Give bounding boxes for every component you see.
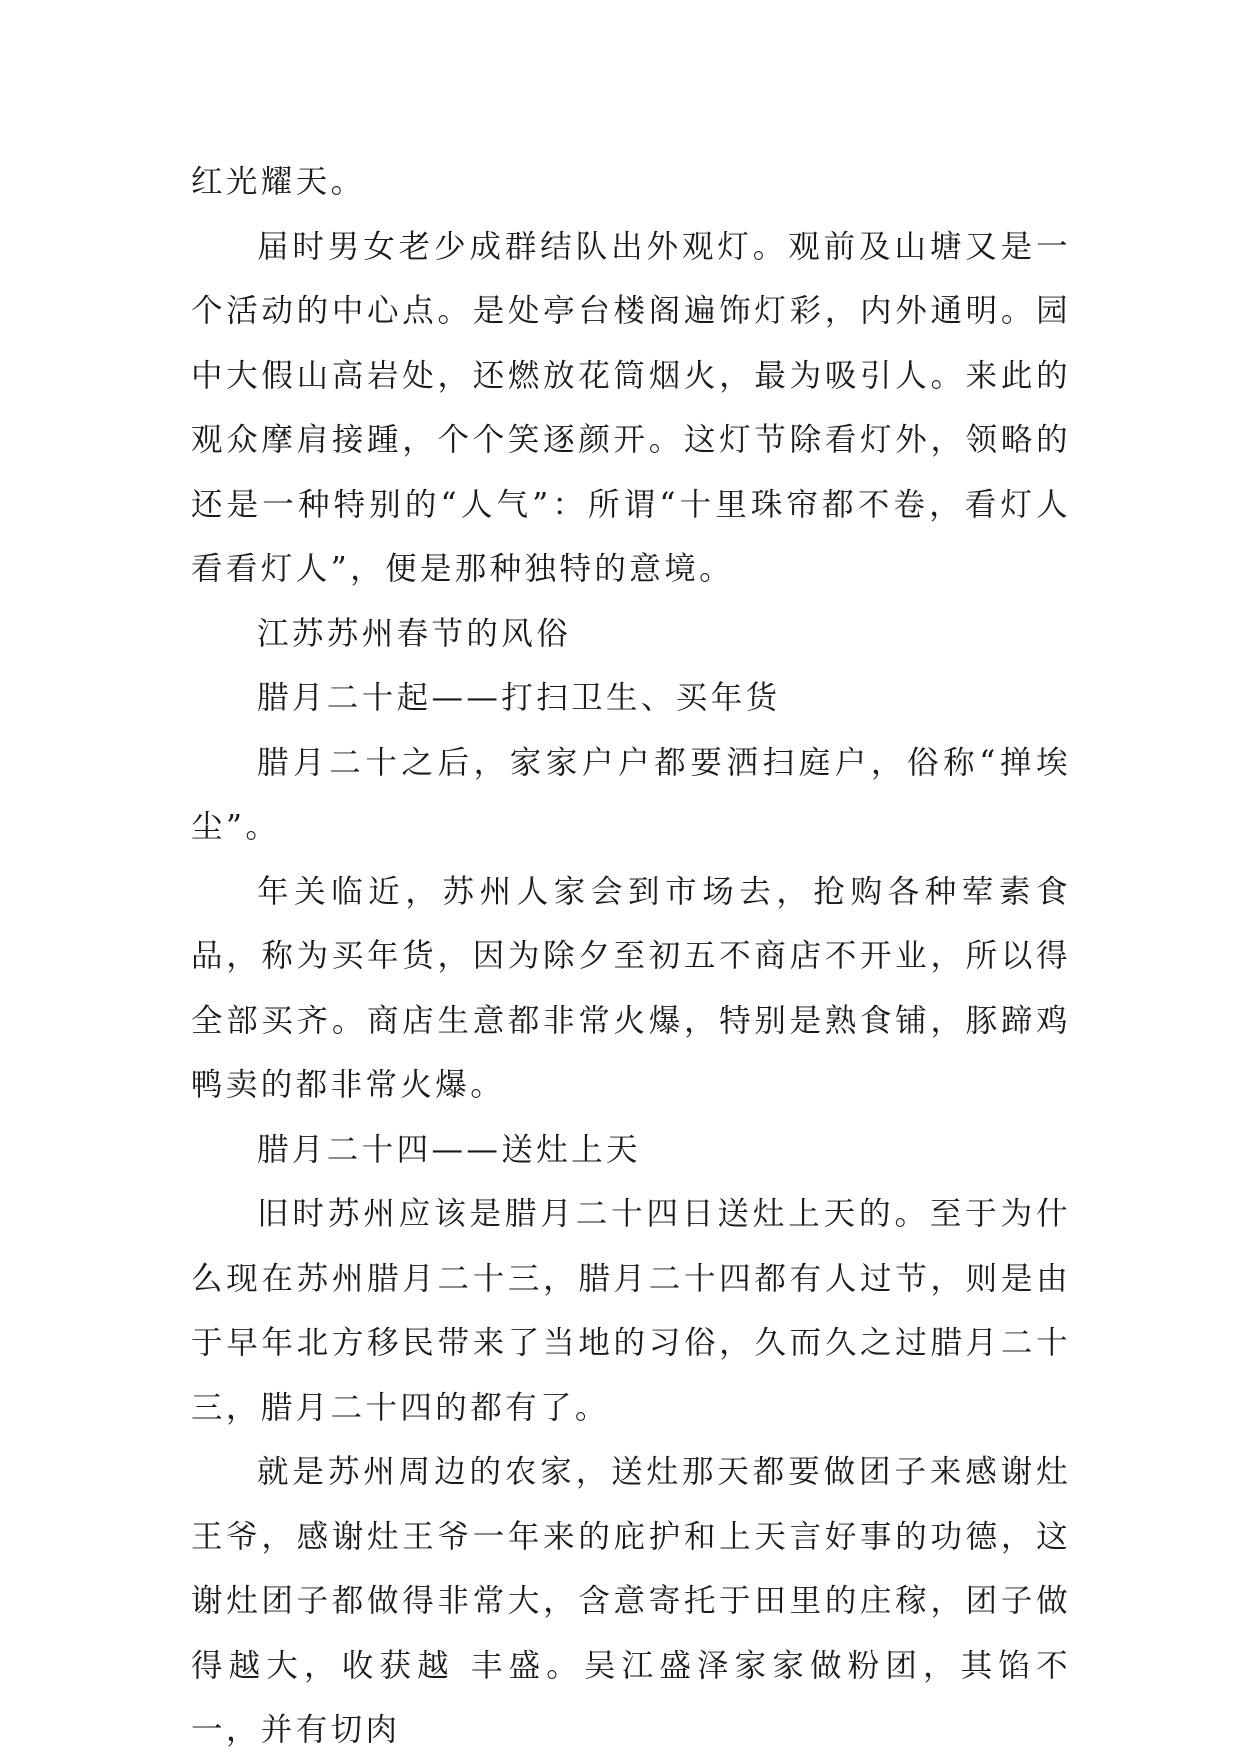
paragraph-dusting: 腊月二十之后，家家户户都要洒扫庭户，俗称“掸埃尘”。 (191, 744, 1071, 845)
body-text (191, 150, 1071, 1763)
paragraph-continuation: 红光耀天。 (191, 164, 366, 200)
paragraph-rice-balls: 就是苏州周边的农家，送灶那天都要做团子来感谢灶王爷，感谢灶王爷一年来的庇护和上天言好事的功德，这谢灶团子都做得非常大，含意寄托于田里的庄稼，团子做得越大，收获越 丰盛。吴江盛泽家家做粉团，其馅不一，并有切肉 (191, 1454, 1071, 1748)
paragraph-kitchen-god-date: 旧时苏州应该是腊月二十四日送灶上天的。至于为什么现在苏州腊月二十三，腊月二十四都有人过节，则是由于早年北方移民带来了当地的习俗，久而久之过腊月二十三，腊月二十四的都有了。 (191, 1196, 1071, 1426)
paragraph-new-year-goods: 年关临近，苏州人家会到市场去，抢购各种荤素食品，称为买年货，因为除夕至初五不商店不开业，所以得全部买齐。商店生意都非常火爆，特别是熟食铺，豚蹄鸡鸭卖的都非常火爆。 (191, 873, 1071, 1103)
subheading-cleaning-shopping: 腊月二十起——打扫卫生、买年货 (257, 680, 781, 716)
section-heading-suzhou-customs: 江苏苏州春节的风俗 (257, 615, 572, 652)
paragraph-lantern-festival: 届时男女老少成群结队出外观灯。观前及山塘又是一个活动的中心点。是处亭台楼阁遍饰灯彩，内外通明。园中大假山高岩处，还燃放花筒烟火，最为吸引人。来此的 观众摩肩接踵，个个笑逐颜开。这灯节除看灯外，领略的还是一种特别的“人气”：所谓“十里珠帘都不卷，看灯人看看灯人”，便是那种独特的意境。 (191, 228, 1071, 587)
subheading-kitchen-god: 腊月二十四——送灶上天 (257, 1131, 641, 1168)
